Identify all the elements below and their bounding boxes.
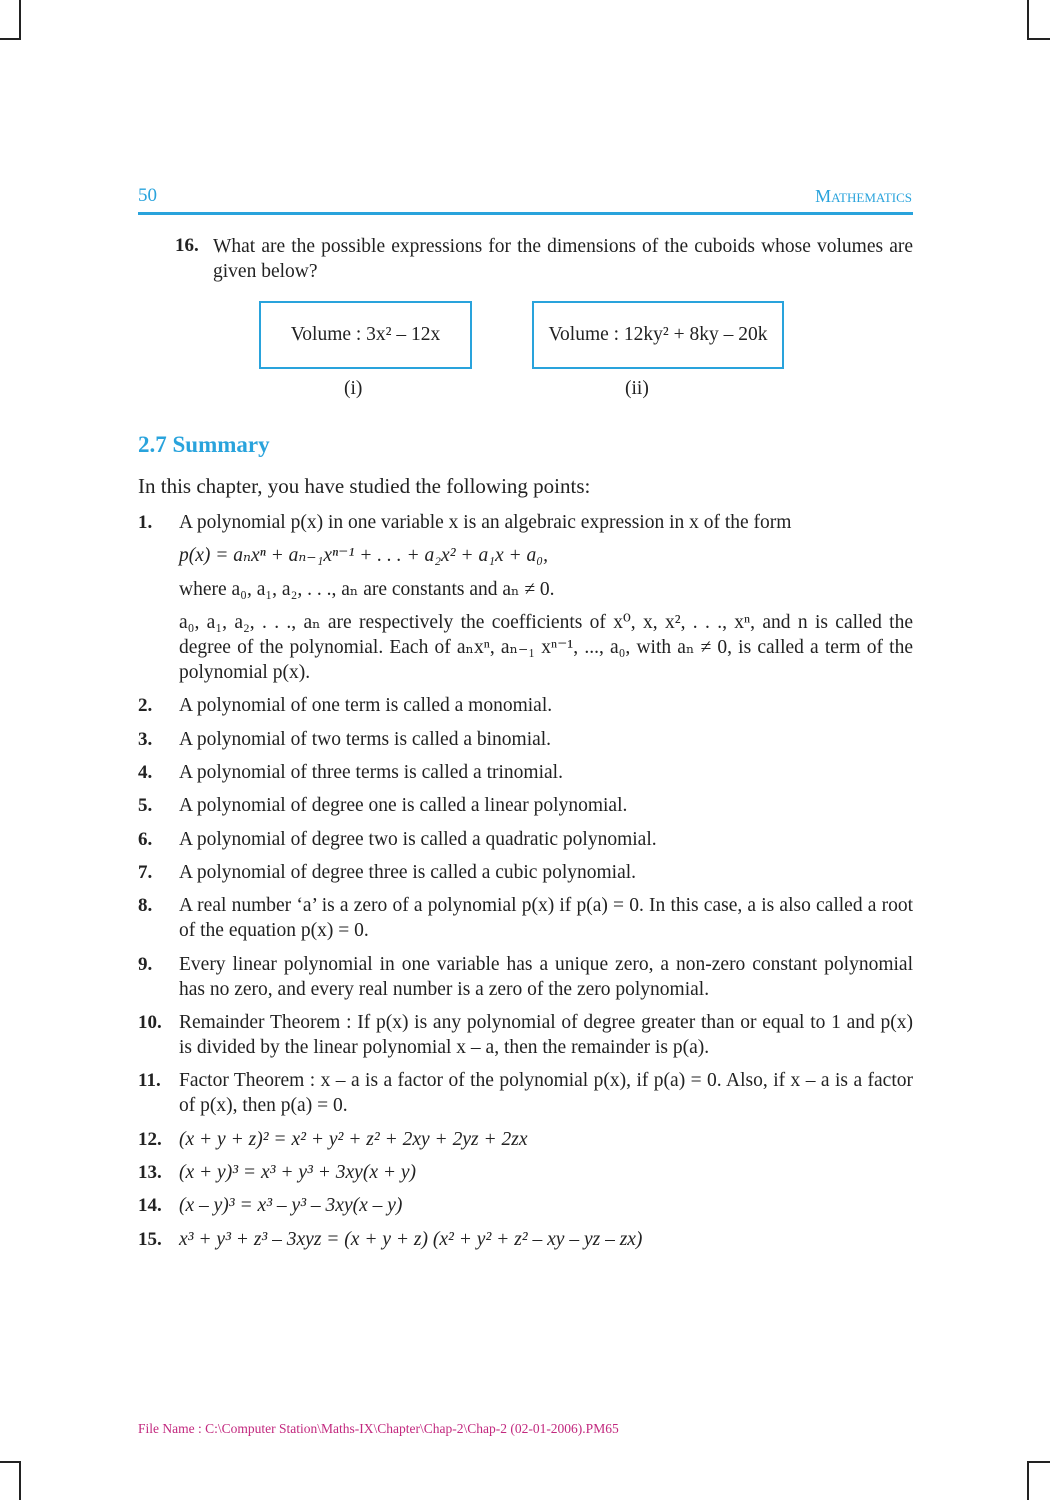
polynomial-formula: p(x) = aₙxⁿ + aₙ₋₁xⁿ⁻¹ + . . . + a₂x² + a₁x + a₀, [179, 545, 548, 566]
header-rule [138, 212, 913, 215]
crop-mark-bottom-left [19, 1461, 21, 1500]
summary-intro: In this chapter, you have studied the following points: [138, 474, 591, 498]
item-text: A polynomial p(x) in one variable x is an algebraic expression in x of the form [179, 512, 792, 533]
item-text: A polynomial of degree two is called a quadratic polynomial. [179, 829, 657, 850]
volume-expression: Volume : 3x² – 12x [290, 324, 441, 345]
question-text: What are the possible expressions for the dimensions of the cuboids whose volumes are given below? [213, 236, 913, 282]
box-label: (ii) [625, 378, 649, 399]
question-number: 16. [175, 235, 199, 256]
crop-mark-bottom-right [1027, 1461, 1050, 1463]
item-text: A real number ‘a’ is a zero of a polynomial p(x) if p(a) = 0. In this case, a is also called a root of the equation p(x) = 0. [179, 895, 913, 941]
item-text: Every linear polynomial in one variable has a unique zero, a non-zero constant polynomial has no zero, and every real number is a zero of the zero polynomial. [179, 954, 913, 1000]
item-text: (x – y)³ = x³ – y³ – 3xy(x – y) [179, 1195, 403, 1216]
volume-box-i [259, 301, 472, 369]
item-text: (x + y)³ = x³ + y³ + 3xy(x + y) [179, 1162, 417, 1183]
item-number: 4. [138, 762, 153, 783]
item-number: 14. [138, 1195, 162, 1216]
item-text: A polynomial of one term is called a monomial. [179, 695, 553, 716]
box-label: (i) [344, 378, 363, 399]
item-text: A polynomial of two terms is called a binomial. [179, 729, 552, 750]
item-number: 6. [138, 829, 153, 850]
item-number: 3. [138, 729, 153, 750]
item-number: 12. [138, 1129, 162, 1150]
item-number: 1. [138, 512, 153, 533]
crop-mark-top-left [19, 0, 21, 39]
item-text: (x + y + z)² = x² + y² + z² + 2xy + 2yz + 2zx [179, 1129, 528, 1150]
item-number: 2. [138, 695, 153, 716]
item-text: A polynomial of three terms is called a trinomial. [179, 762, 563, 783]
crop-mark-top-right [1027, 38, 1050, 40]
crop-mark-top-left [0, 38, 21, 40]
item-number: 7. [138, 862, 153, 883]
running-title: Mathematics [815, 186, 912, 206]
item-text: Remainder Theorem : If p(x) is any polynomial of degree greater than or equal to 1 and p(x) is divided by the linear polynomial x – a, then the remainder is p(a). [179, 1012, 913, 1058]
item-number: 5. [138, 795, 153, 816]
item-text: A polynomial of degree one is called a linear polynomial. [179, 795, 628, 816]
item-text: A polynomial of degree three is called a cubic polynomial. [179, 862, 637, 883]
item-number: 15. [138, 1229, 162, 1250]
item-number: 8. [138, 895, 153, 916]
footer-file-name: File Name : C:\Computer Station\Maths-IX\Chapter\Chap-2\Chap-2 (02-01-2006).PM65 [138, 1421, 619, 1436]
item-number: 9. [138, 954, 153, 975]
volume-expression: Volume : 12ky² + 8ky – 20k [548, 324, 768, 345]
item-text: a₀, a₁, a₂, . . ., aₙ are respectively the coefficients of x⁰, x, x², . . ., xⁿ, and n is called the degree of the polynomial. Each of aₙxⁿ, aₙ₋₁ xⁿ⁻¹, ..., a₀, with aₙ ≠ 0, is called a term of the polynomial p(x). [179, 612, 913, 683]
section-heading: 2.7 Summary [138, 432, 270, 457]
crop-mark-bottom-right [1027, 1461, 1029, 1500]
crop-mark-top-right [1027, 0, 1029, 39]
item-text: Factor Theorem : x – a is a factor of the polynomial p(x), if p(a) = 0. Also, if x – a is a factor of p(x), then p(a) = 0. [179, 1070, 913, 1116]
item-number: 13. [138, 1162, 162, 1183]
item-text: x³ + y³ + z³ – 3xyz = (x + y + z) (x² + y² + z² – xy – yz – zx) [179, 1229, 643, 1250]
item-text: where a₀, a₁, a₂, . . ., aₙ are constants and aₙ ≠ 0. [179, 579, 555, 600]
item-number: 11. [138, 1070, 161, 1091]
volume-box-ii [532, 301, 784, 369]
item-number: 10. [138, 1012, 162, 1033]
crop-mark-bottom-left [0, 1461, 21, 1463]
page-number: 50 [138, 185, 157, 206]
